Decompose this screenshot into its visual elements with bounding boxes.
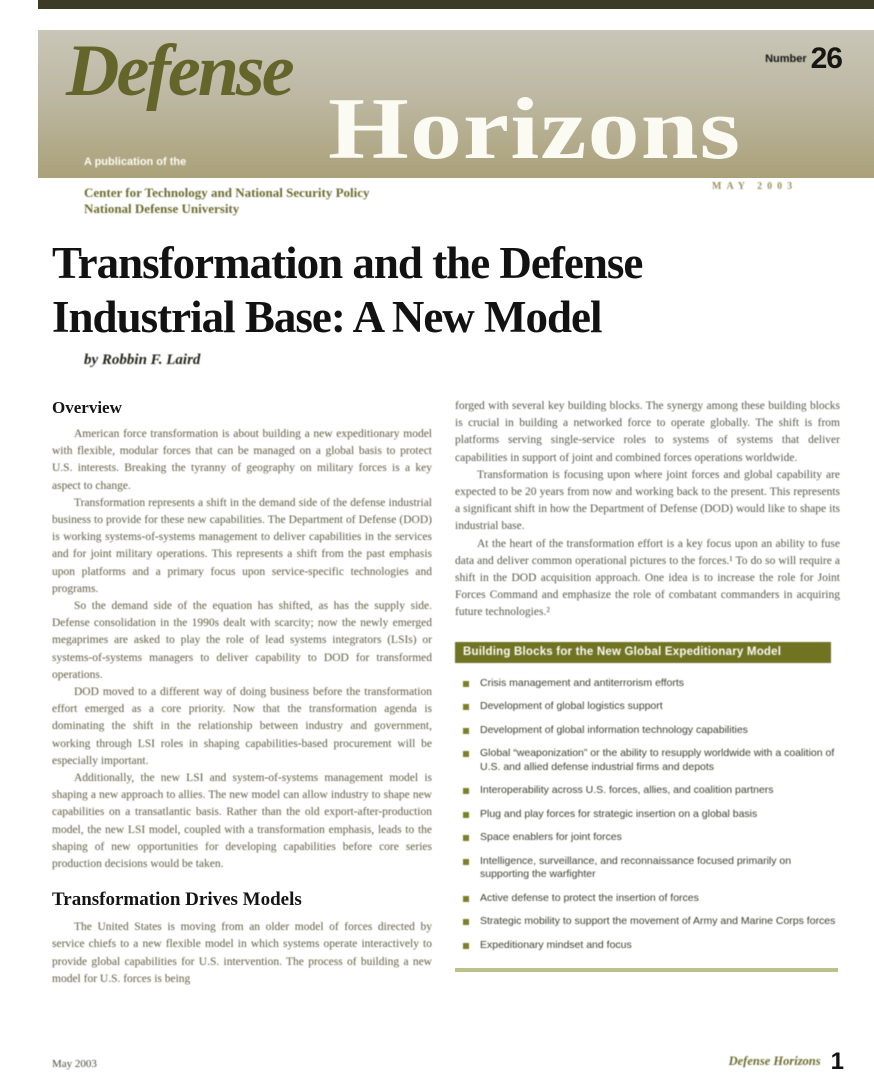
sidebar-bullet-item: Expeditionary mindset and focus [463, 939, 840, 953]
article-byline: by Robbin F. Laird [84, 352, 201, 368]
sidebar-bullet-item: Interoperability across U.S. forces, allies, and coalition partners [463, 784, 840, 798]
sidebar-bullet-item: Crisis management and antiterrorism efforts [463, 677, 840, 691]
sidebar-bullet-list [455, 677, 840, 953]
article-title [52, 236, 642, 344]
sidebar-bullet-item: Active defense to protect the insertion of forces [463, 892, 840, 906]
heading-overview: Overview [52, 398, 122, 417]
right-paragraphs [455, 398, 840, 622]
article-title-line2: Industrial Base: A New Model [52, 292, 602, 342]
organization-lines [84, 185, 370, 217]
sidebar-title: Building Blocks for the New Global Expeditionary Model [455, 642, 831, 663]
sidebar-bullet-item: Intelligence, surveillance, and reconnaissance focused primarily on supporting the warfighter [463, 855, 840, 882]
body-paragraph: The United States is moving from an older model of forces directed by service chiefs to a new flexible model in which systems operate interactively to provide global capabilities for U.S. intervention. The process of building a new model for U.S. forces is being [52, 921, 432, 985]
org-line-2: National Defense University [84, 201, 240, 216]
sidebar-bullet-item: Development of global information technology capabilities [463, 724, 840, 738]
body-paragraph: So the demand side of the equation has shifted, as has the supply side. Defense consolidation in the 1990s dealt with scarcity; now the newly emerged megaprimes are asked to play the role of lead systems integrators (LSIs) or systems-of-systems managers to deliver capability to DOD for transformed operations. [52, 600, 432, 681]
building-blocks-sidebar [455, 642, 840, 973]
overview-paragraphs [52, 426, 432, 873]
body-paragraph: At the heart of the transformation effort is a key focus upon an ability to fuse data and deliver common operational pictures to the forces.¹ To do so will require a shift in the DOD acquisition approach. One idea is to increase the role for Joint Forces Command and emphasize the role of combatant commanders in acquiring future technologies.² [455, 537, 840, 619]
article-title-line1: Transformation and the Defense [52, 238, 643, 288]
sidebar-bullet-item: Development of global logistics support [463, 700, 840, 714]
sidebar-bottom-rule [455, 968, 838, 972]
sidebar-bullet-item: Global “weaponization” or the ability to resupply worldwide with a coalition of U.S. and allied defense industrial firms and depots [463, 747, 840, 774]
body-paragraph: Transformation represents a shift in the demand side of the defense industrial business to provide for these new capabilities. The Department of Defense (DOD) is working systems-of-systems management to deliver capabilities in the services and for joint military operations. This represents a shift from the past emphasis upon platforms and a primary focus upon service-specific technologies and programs. [52, 496, 432, 595]
sidebar-bullet-item: Plug and play forces for strategic insertion on a global basis [463, 808, 840, 822]
body-paragraph: Transformation is focusing upon where joint forces and global capability are expected to be 20 years from now and working back to the present. This represents a significant shift in how the Department of Defense (DOD) would like to shape its industrial base. [455, 468, 840, 533]
footer-right-block [729, 1048, 844, 1076]
sidebar-bullet-item: Strategic mobility to support the movement of Army and Marine Corps forces [463, 915, 840, 929]
masthead-date: MAY 2003 [712, 181, 798, 192]
drives-paragraphs [52, 919, 432, 988]
footer-publication-name: Defense Horizons [728, 1054, 821, 1068]
left-column [52, 398, 432, 988]
body-paragraph: DOD moved to a different way of doing business before the transformation effort emerged as a core priority. Now that the transformation agenda is dominating the shift in the relationship between industry and government, working through LSI roles in shaping capabilities-based procurement will be especially important. [52, 686, 432, 767]
org-line-1: Center for Technology and National Security Policy [84, 185, 370, 200]
body-paragraph: forged with several key building blocks. The synergy among these building blocks is crucial in building a networked force to operate globally. The shift is from platforms serving single-service roles to systems of systems that deliver capabilities in support of joint and combined forces operations worldwide. [455, 400, 840, 464]
footer-page-number: 1 [830, 1048, 844, 1075]
logo-defense: Defense [66, 30, 292, 112]
top-accent-bar [38, 0, 874, 9]
issue-number: 26 [810, 42, 842, 75]
issue-number-block [765, 42, 842, 76]
logo-horizons: Horizons [328, 81, 742, 178]
footer-date: May 2003 [52, 1058, 97, 1070]
issue-label: Number [765, 53, 807, 65]
right-column [455, 398, 840, 972]
body-paragraph: Additionally, the new LSI and system-of-systems management model is shaping a new approach to allies. The new model can allow industry to shape new capabilities on a transatlantic basis. Rather than the old export-after-production model, the new LSI model, coupled with a transformation emphasis, leads to the shaping of new opportunities for developing capabilities before core series production decisions would be taken. [52, 772, 432, 871]
publication-of-text: A publication of the [84, 156, 187, 168]
heading-transformation-drives-models: Transformation Drives Models [52, 889, 302, 911]
body-paragraph: American force transformation is about building a new expeditionary model with flexible, modular forces that can be managed on a global basis to protect U.S. interests. Breaking the tyranny of geography on military forces is a key aspect to change. [52, 428, 432, 492]
sidebar-bullet-item: Space enablers for joint forces [463, 831, 840, 845]
